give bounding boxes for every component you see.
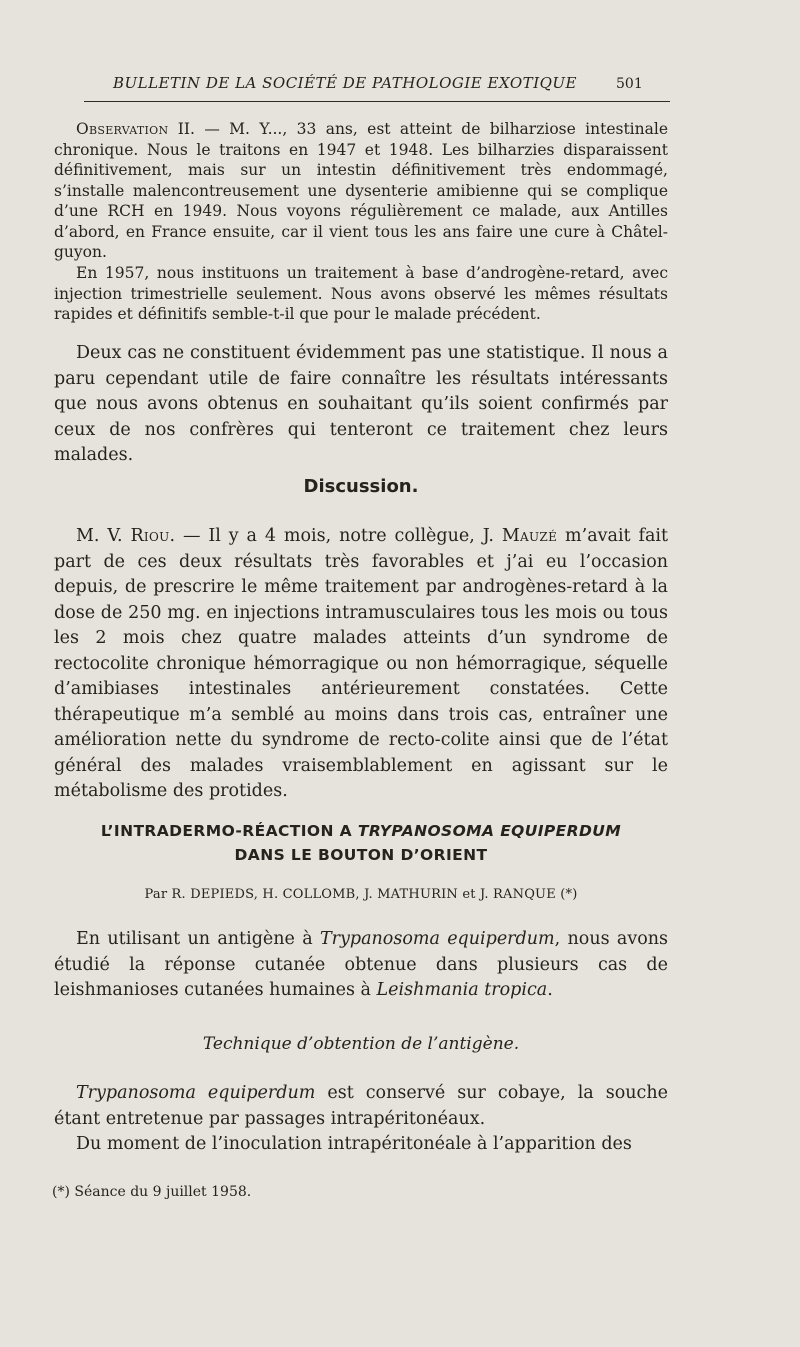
observation-paragraph — [54, 119, 668, 263]
observation-text-2: En 1957, nous instituons un traitement à base d’androgène-retard, avec injection trimestrielle seulement. Nous avons observé les mêmes résultats rapides et définitifs semble-t-il que pour le malade précédent. — [54, 264, 668, 323]
conclusion-text: Deux cas ne constituent évidemment pas une statistique. Il nous a paru cependant utile de faire connaître les résultats intéressants que nous avons obtenus en souhaitant qu’ils soient confirmés par ceux de nos confrères qui tenteront ce traitement chez leurs malades. — [54, 343, 668, 465]
discussion-speaker-name: Riou — [130, 526, 170, 546]
observation-label: Observation — [76, 120, 169, 138]
article-title-species: TRYPANOSOMA EQUIPERDUM — [357, 822, 622, 840]
discussion-colleague: Mauzé — [501, 526, 558, 546]
intro-species: Trypanosoma equiperdum — [319, 929, 555, 949]
page-number: 501 — [616, 76, 643, 92]
article-title-line-2: DANS LE BOUTON D’ORIENT — [234, 846, 488, 864]
technique-paragraph-2: Du moment de l’inoculation intrapéritonéale à l’apparition des — [76, 1134, 632, 1154]
article-authors: Par R. DEPIEDS, H. COLLOMB, J. MATHURIN et J. RANQUE (*) — [144, 887, 578, 902]
header-rule — [84, 101, 670, 102]
running-header: BULLETIN DE LA SOCIÉTÉ DE PATHOLOGIE EXOTIQUE — [112, 74, 578, 92]
observation-paragraph-2 — [54, 263, 668, 325]
section-subtitle: Technique d’obtention de l’antigène. — [202, 1034, 520, 1054]
technique-paragraph-1: Trypanosoma equiperdum est conservé sur cobaye, la souche étant entretenue par passages intrapéritonéaux. — [54, 1083, 668, 1129]
intro-species-2: Leishmania tropica — [376, 980, 548, 1000]
article-title-line-1: L’INTRADERMO-RÉACTION A TRYPANOSOMA EQUIPERDUM — [100, 822, 622, 840]
conclusion-paragraph — [54, 341, 668, 469]
discussion-text-b: m’avait fait part de ces deux résultats très favorables et j’ai eu l’occasion depuis, de prescrire le même traitement par androgènes-retard à la dose de 250 mg. en injections intramusculaires tous les mois ou tous les 2 mois chez quatre malades atteints d’un syndrome de rectocolite chronique hémorragique ou non hémorragique, séquelle d’amibiases intestinales antérieurement constatées. Cette thérapeutique m’a semblé au moins dans trois cas, entraîner une amélioration nette du syndrome de recto-colite ainsi que de l’état général des malades vraisemblablement en agissant sur le métabolisme des protides. — [54, 526, 669, 801]
discussion-title: Discussion. — [303, 476, 419, 497]
observation-text: II. — M. Y..., 33 ans, est atteint de bilharziose intestinale chronique. Nous le traitons en 1947 et 1948. Les bilharzies disparaissent définitivement, mais sur un intestin définitivement très endommagé, s’installe malencontreusement une dysenterie amibienne qui se complique d’une RCH en 1949. Nous voyons régulièrement ce malade, aux Antilles d’abord, en France ensuite, car il vient tous les ans faire une cure à Châtel-guyon. — [54, 120, 668, 261]
discussion-paragraph — [54, 524, 668, 805]
discussion-text-a: . — Il y a 4 mois, notre collègue, J. — [169, 526, 494, 546]
p1-species: Trypanosoma equiperdum — [76, 1083, 316, 1103]
article-intro: En utilisant un antigène à Trypanosoma equiperdum, nous avons étudié la réponse cutanée obtenue dans plusieurs cas de leishmanioses cutanées humaines à Leishmania tropica. — [54, 929, 668, 1000]
discussion-speaker: M. V. — [76, 526, 123, 546]
footnote: (*) Séance du 9 juillet 1958. — [52, 1184, 252, 1200]
